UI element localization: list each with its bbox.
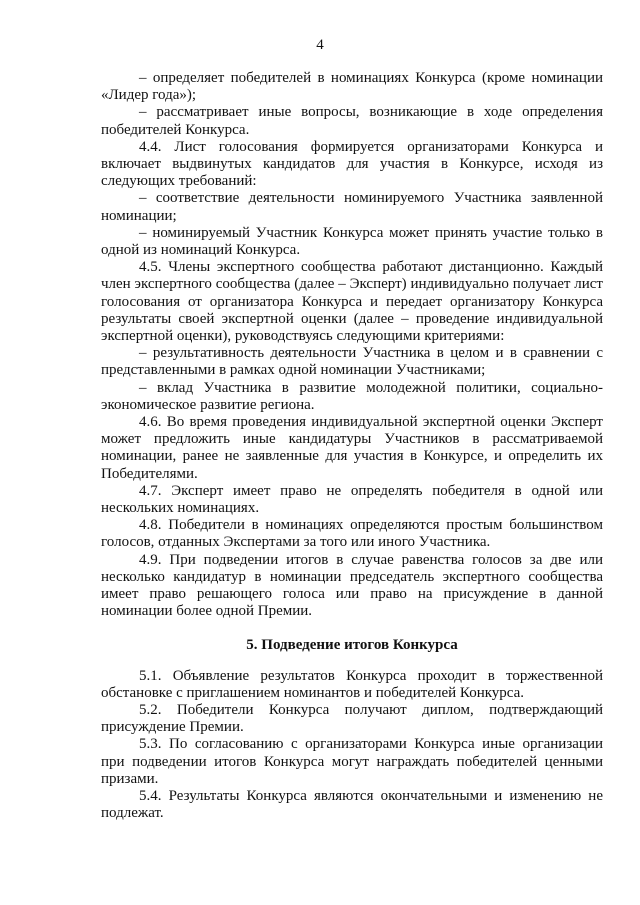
paragraph: – соответствие деятельности номинируемого Участника заявленной номинации; (101, 190, 603, 224)
paragraph: – рассматривает иные вопросы, возникающие в ходе определения победителей Конкурса. (101, 104, 603, 138)
paragraph: – номинируемый Участник Конкурса может принять участие только в одной из номинаций Конкурса. (101, 224, 603, 259)
paragraph: – вклад Участника в развитие молодежной политики, социально-экономическое развитие региона. (101, 379, 603, 413)
page-number: 4 (316, 37, 324, 53)
paragraph: – определяет победителей в номинациях Конкурса (кроме номинации «Лидер года»); (101, 70, 603, 104)
paragraph: 5.1. Объявление результатов Конкурса проходит в торжественной обстановке с приглашением номинантов и победителей Конкурса. (101, 667, 603, 701)
paragraph: 4.9. При подведении итогов в случае равенства голосов за две или несколько кандидатур в номинации председатель экспертного сообщества имеет право решающего голоса или право на присуждение в данной номинации более одной Премии. (101, 551, 603, 620)
document-body (101, 70, 603, 822)
paragraph: 4.7. Эксперт имеет право не определять победителя в одной или нескольких номинациях. (101, 482, 603, 517)
paragraph: 4.6. Во время проведения индивидуальной экспертной оценки Эксперт может предложить иные кандидатуры Участников в рассматриваемой номинации, ранее не заявленные для участия в Конкурсе, и определить их Победителями. (101, 414, 603, 482)
paragraph: 5.4. Результаты Конкурса являются окончательными и изменению не подлежат. (101, 787, 603, 822)
paragraph: 5.2. Победители Конкурса получают диплом, подтверждающий присуждение Премии. (101, 701, 603, 736)
section-heading: 5. Подведение итогов Конкурса (246, 636, 458, 653)
paragraph: 4.4. Лист голосования формируется организаторами Конкурса и включает выдвинутых кандидатов для участия в Конкурсе, исходя из следующих требований: (101, 138, 603, 190)
paragraph: 5.3. По согласованию с организаторами Конкурса иные организации при подведении итогов Конкурса могут награждать победителей ценными призами. (101, 736, 603, 787)
paragraph: 4.8. Победители в номинациях определяются простым большинством голосов, отданных Экспертами за того или иного Участника. (101, 517, 603, 551)
paragraph: – результативность деятельности Участника в целом и в сравнении с представленными в рамках одной номинации Участниками; (101, 345, 603, 379)
paragraph: 4.5. Члены экспертного сообщества работают дистанционно. Каждый член экспертного сообщества (далее – Эксперт) индивидуально получает лист голосования от организатора Конкурса и передает организатору Конкурса результаты своей экспертной оценки (далее – проведение индивидуальной экспертной оценки), руководствуясь следующими критериями: (101, 259, 603, 345)
